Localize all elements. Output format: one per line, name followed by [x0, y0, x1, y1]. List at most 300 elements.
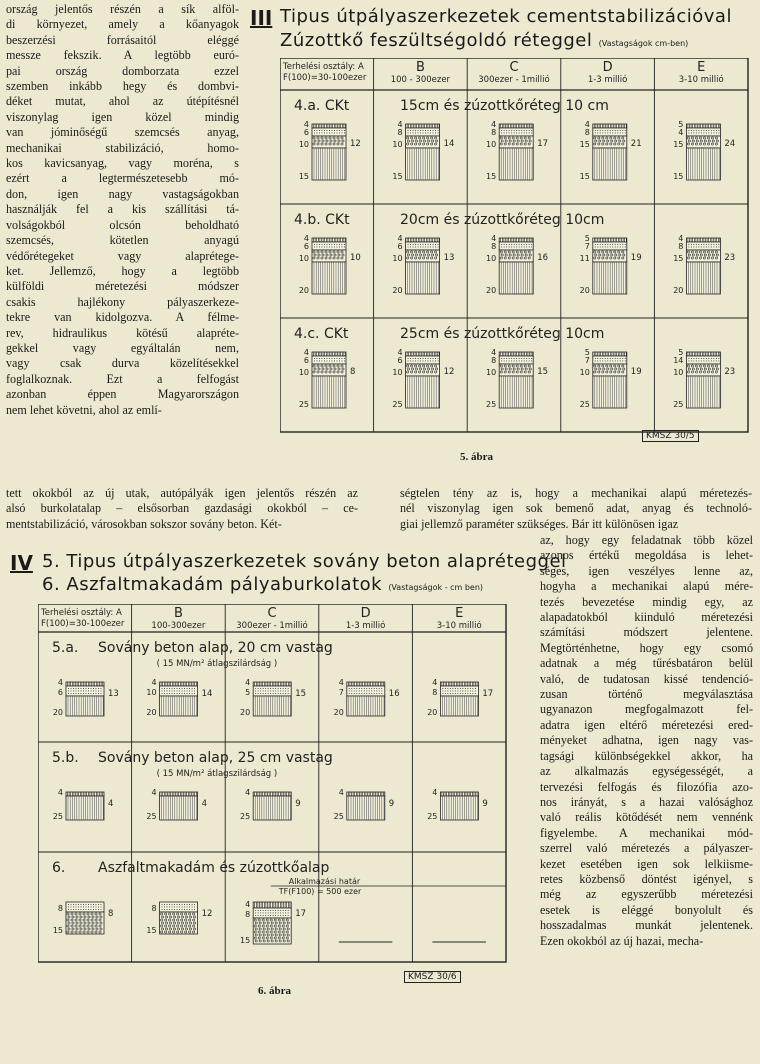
layer-dot: [452, 693, 453, 694]
layer-dot: [73, 904, 74, 905]
cell-equivalent: 4: [108, 799, 114, 809]
wide-text-left: [6, 486, 358, 532]
cell-equivalent: 14: [201, 689, 213, 699]
layer-dot: [344, 361, 345, 362]
layer-dot: [501, 358, 502, 359]
left-column-line: használják fel a kis szállítási tá-: [6, 202, 239, 217]
layer-dot: [701, 244, 702, 245]
layer-thickness: 25: [240, 812, 251, 821]
limit-value: TF(F100) = 500 ezer: [278, 887, 362, 896]
layer-dot: [600, 244, 601, 245]
layer-dot: [415, 358, 416, 359]
layer-dot: [83, 909, 84, 910]
layer-dot: [329, 361, 330, 362]
layer-dot: [179, 693, 180, 694]
cell-equivalent: 16: [388, 689, 400, 699]
layer-dot: [322, 244, 323, 245]
layer-dot: [366, 688, 367, 689]
layer-dot: [519, 130, 520, 131]
layer-dot: [688, 247, 689, 248]
layer-dot: [359, 688, 360, 689]
layer-dot: [322, 130, 323, 131]
layer-dot: [711, 361, 712, 362]
layer-dots: [499, 128, 533, 136]
layer-dot: [342, 361, 343, 362]
layer-dot: [696, 361, 697, 362]
cell-equivalent: 13: [443, 253, 455, 263]
layer-dot: [718, 247, 719, 248]
header-col-range: 3-10 millió: [436, 621, 482, 631]
layer-dot: [374, 693, 375, 694]
left-column-line: viszonylag igen közel mindig: [6, 109, 239, 124]
layer-dot: [423, 358, 424, 359]
layer-dot: [713, 247, 714, 248]
layer-dot: [314, 244, 315, 245]
right-column-line: retes közbenső döntést igényel, s: [540, 871, 753, 886]
layer-dot: [691, 361, 692, 362]
layer-dot: [260, 915, 261, 916]
layer-dot: [98, 909, 99, 910]
layer-dot: [189, 693, 190, 694]
layer-dot: [509, 133, 510, 134]
layer-dot: [314, 361, 315, 362]
layer-dot: [334, 247, 335, 248]
layer-thickness: 25: [486, 400, 497, 409]
layer-vert: [686, 376, 720, 408]
layer-dot: [716, 358, 717, 359]
layer-dot: [688, 130, 689, 131]
layer-dot: [622, 133, 623, 134]
figure6-code: KMSZ 30/6: [404, 971, 461, 983]
layer-dot: [68, 909, 69, 910]
layer-dot: [162, 904, 163, 905]
layer-dot: [285, 910, 286, 911]
layer-dot: [420, 130, 421, 131]
layer-dot: [324, 130, 325, 131]
layer-dot: [283, 691, 284, 692]
layer-dot: [504, 247, 505, 248]
layer-dot: [519, 358, 520, 359]
layer-dot: [428, 130, 429, 131]
layer-thickness: 10: [298, 254, 309, 263]
layer-thickness: 4: [432, 788, 438, 797]
layer-dot: [691, 247, 692, 248]
layer-dot: [381, 688, 382, 689]
layer-thickness: 8: [491, 242, 497, 251]
layer-dot: [71, 909, 72, 910]
layer-dot: [179, 688, 180, 689]
layer-dot: [314, 130, 315, 131]
layer-vert: [347, 796, 385, 820]
layer-dot: [691, 244, 692, 245]
header-load-class: Terhelési osztály: A: [283, 62, 364, 72]
layer-dot: [462, 691, 463, 692]
layer-dot: [447, 688, 448, 689]
layer-dot: [415, 244, 416, 245]
layer-dot: [713, 244, 714, 245]
layer-dot: [420, 361, 421, 362]
layer-dot: [501, 247, 502, 248]
layer-dots: [686, 356, 720, 364]
right-column-line: zusan történő megválasztása: [540, 687, 753, 702]
layer-dot: [716, 244, 717, 245]
layer-dot: [708, 361, 709, 362]
layer-thickness: 20: [146, 708, 157, 717]
left-column-line: van jóminőségű szemcsés anyag,: [6, 125, 239, 140]
layer-dot: [361, 693, 362, 694]
layer-dot: [600, 358, 601, 359]
layer-dot: [174, 907, 175, 908]
layer-dot: [595, 361, 596, 362]
layer-dots: [593, 242, 627, 250]
layer-dots: [406, 242, 440, 250]
layer-dot: [504, 358, 505, 359]
layer-thickness: 4: [491, 120, 497, 129]
layer-dot: [260, 688, 261, 689]
layer-dots: [686, 242, 720, 250]
layer-dot: [696, 244, 697, 245]
layer-dot: [462, 688, 463, 689]
layer-dot: [349, 693, 350, 694]
layer-dot: [698, 244, 699, 245]
layer-dot: [425, 244, 426, 245]
row-label: 4.a. CKt: [294, 98, 350, 114]
layer-dot: [610, 247, 611, 248]
layer-vert: [499, 376, 533, 408]
layer-dot: [327, 244, 328, 245]
layer-dot: [460, 688, 461, 689]
layer-vert: [440, 696, 478, 716]
layer-dot: [255, 910, 256, 911]
layer-thickness: 4: [303, 348, 309, 357]
layer-dot: [319, 361, 320, 362]
layer-dot: [285, 693, 286, 694]
layer-dot: [415, 361, 416, 362]
layer-dot: [457, 691, 458, 692]
right-column-line: szerrel való méretezés a pályaszer-: [540, 841, 753, 856]
layer-dot: [324, 244, 325, 245]
wide-right-line: ségtelen tény az is, hogy a mechanikai alapú méretezés-: [400, 486, 752, 500]
layer-vert: [593, 148, 627, 180]
layer-dot: [374, 691, 375, 692]
layer-dot: [354, 688, 355, 689]
layer-thickness: 20: [52, 708, 63, 717]
layer-dot: [263, 915, 264, 916]
layer-dot: [617, 133, 618, 134]
layer-dot: [356, 691, 357, 692]
layer-dot: [526, 130, 527, 131]
header-load-class: Terhelési osztály: A: [41, 608, 122, 618]
layer-dot: [718, 358, 719, 359]
layer-dot: [327, 130, 328, 131]
layer-dot: [68, 691, 69, 692]
layer-dot: [381, 691, 382, 692]
layer-thickness: 15: [673, 254, 684, 263]
layer-dot: [509, 358, 510, 359]
layer-dot: [531, 358, 532, 359]
layer-thickness: 15: [673, 172, 684, 181]
layer-dot: [88, 907, 89, 908]
layer-vert: [253, 696, 291, 716]
layer-dot: [91, 909, 92, 910]
layer-dot: [617, 247, 618, 248]
layer-dot: [285, 691, 286, 692]
layer-dot: [275, 910, 276, 911]
layer-dot: [169, 904, 170, 905]
layer-dot: [602, 133, 603, 134]
layer-dot: [438, 358, 439, 359]
figure5-roman: III: [250, 6, 273, 30]
layer-dot: [447, 693, 448, 694]
layer-dot: [283, 910, 284, 911]
layer-dot: [177, 693, 178, 694]
layer-thickness: 6: [397, 242, 403, 251]
layer-dot: [465, 691, 466, 692]
left-column-line: gekkel vagy egyáltalán nem,: [6, 340, 239, 355]
layer-dot: [430, 133, 431, 134]
layer-dot: [423, 130, 424, 131]
layer-dot: [688, 133, 689, 134]
right-column-line: még az egyszerűbb méretezési: [540, 887, 753, 902]
layer-dot: [184, 688, 185, 689]
layer-dot: [172, 909, 173, 910]
layer-dot: [516, 244, 517, 245]
layer-thickness: 15: [240, 936, 251, 945]
layer-dot: [268, 915, 269, 916]
wide-right-line: giai jellemző paraméter szükséges. Bár itt különösen igaz: [400, 516, 679, 531]
layer-dot: [189, 904, 190, 905]
layer-dot: [615, 361, 616, 362]
layer-dot: [511, 244, 512, 245]
layer-dot: [622, 358, 623, 359]
layer-dot: [91, 691, 92, 692]
layer-dot: [475, 693, 476, 694]
layer-dot: [612, 133, 613, 134]
layer-dot: [376, 693, 377, 694]
layer-dot: [268, 913, 269, 914]
layer-thickness: 15: [673, 140, 684, 149]
layer-dot: [288, 915, 289, 916]
layer-dot: [260, 913, 261, 914]
layer-dot: [96, 907, 97, 908]
layer-dot: [696, 358, 697, 359]
layer-dot: [610, 358, 611, 359]
layer-dot: [162, 693, 163, 694]
layer-dot: [283, 913, 284, 914]
left-column-line: ezért a legtermészetesebb mó-: [6, 171, 239, 186]
layer-thickness: 4: [151, 678, 157, 687]
layer-dot: [438, 133, 439, 134]
layer-dot: [462, 693, 463, 694]
layer-dot: [703, 361, 704, 362]
layer-dot: [610, 244, 611, 245]
layer-dot: [366, 691, 367, 692]
layer-dots: [406, 128, 440, 136]
layer-dot: [708, 133, 709, 134]
layer-dot: [620, 130, 621, 131]
layer-dot: [408, 244, 409, 245]
layer-dot: [263, 691, 264, 692]
wide-left-line: mentstabilizáció, városokban sokszor sovány beton. Két-: [6, 516, 282, 531]
layer-dot: [425, 130, 426, 131]
layer-thickness: 7: [584, 242, 590, 251]
layer-dot: [283, 688, 284, 689]
layer-dot: [366, 693, 367, 694]
layer-dot: [76, 688, 77, 689]
left-column-line: csakis hajlékony pályaszerkeze-: [6, 294, 239, 309]
layer-dot: [504, 244, 505, 245]
layer-dot: [691, 133, 692, 134]
layer-dot: [73, 691, 74, 692]
layer-dot: [701, 130, 702, 131]
layer-dot: [511, 130, 512, 131]
layer-dot: [270, 913, 271, 914]
right-column-line: számítási módszert jelentene.: [540, 625, 753, 640]
figure6-title-note: (Vastagságok - cm ben): [388, 583, 484, 592]
layer-dot: [418, 358, 419, 359]
layer-dot: [711, 247, 712, 248]
layer-thickness: 4: [303, 234, 309, 243]
layer-dot: [706, 133, 707, 134]
layer-dot: [435, 133, 436, 134]
layer-dot: [460, 693, 461, 694]
layer-dot: [470, 688, 471, 689]
layer-dot: [329, 244, 330, 245]
layer-dot: [78, 909, 79, 910]
layer-dot: [516, 130, 517, 131]
layer-dot: [194, 693, 195, 694]
layer-dot: [597, 247, 598, 248]
layer-dot: [430, 358, 431, 359]
layer-thickness: 15: [298, 172, 309, 181]
layer-dot: [270, 693, 271, 694]
layer-dot: [369, 691, 370, 692]
layer-vert: [593, 262, 627, 294]
layer-dot: [275, 915, 276, 916]
layer-thickness: 4: [245, 788, 251, 797]
layer-dot: [319, 133, 320, 134]
layer-dot: [344, 133, 345, 134]
layer-dot: [189, 907, 190, 908]
layer-dot: [472, 691, 473, 692]
layer-dot: [342, 358, 343, 359]
cell-equivalent: 15: [295, 689, 307, 699]
layer-dot: [76, 907, 77, 908]
right-column-line: hogyha a mechanikai alapú mére-: [540, 579, 753, 594]
layer-dot: [516, 247, 517, 248]
layer-dot: [71, 693, 72, 694]
layer-dot: [625, 358, 626, 359]
layer-dot: [317, 358, 318, 359]
layer-dot: [187, 907, 188, 908]
row-label: 5.b.: [52, 750, 79, 766]
layer-dot: [288, 913, 289, 914]
layer-dot: [625, 244, 626, 245]
right-column-line: tezés bevezetése mindig egy, az: [540, 594, 753, 609]
layer-dot: [101, 904, 102, 905]
layer-dot: [174, 688, 175, 689]
layer-dot: [162, 909, 163, 910]
layer-dot: [260, 910, 261, 911]
layer-dot: [288, 693, 289, 694]
layer-dot: [620, 358, 621, 359]
layer-dot: [342, 133, 343, 134]
layer-dot: [179, 904, 180, 905]
layer-dot: [420, 247, 421, 248]
layer-dot: [184, 907, 185, 908]
layer-thickness: 20: [673, 286, 684, 295]
layer-dot: [501, 244, 502, 245]
layer-dot: [703, 358, 704, 359]
layer-dot: [597, 361, 598, 362]
header-col-letter: D: [602, 60, 613, 75]
layer-dot: [81, 688, 82, 689]
layer-dot: [602, 247, 603, 248]
layer-dot: [602, 358, 603, 359]
layer-dot: [167, 691, 168, 692]
layer-dot: [435, 130, 436, 131]
layer-thickness: 10: [486, 368, 497, 377]
layer-dot: [334, 244, 335, 245]
layer-dot: [255, 693, 256, 694]
layer-dot: [526, 244, 527, 245]
layer-dot: [597, 130, 598, 131]
layer-dot: [275, 688, 276, 689]
layer-vert: [312, 262, 346, 294]
layer-dot: [408, 133, 409, 134]
layer-dot: [605, 247, 606, 248]
layer-dot: [455, 691, 456, 692]
layer-dot: [280, 915, 281, 916]
layer-dot: [169, 693, 170, 694]
layer-dot: [506, 358, 507, 359]
layer-thickness: 20: [240, 708, 251, 717]
layer-dot: [371, 691, 372, 692]
layer-dot: [270, 915, 271, 916]
layer-dot: [344, 130, 345, 131]
layer-thickness: 4: [397, 120, 403, 129]
layer-dot: [98, 907, 99, 908]
layer-dot: [610, 361, 611, 362]
layer-dot: [698, 133, 699, 134]
layer-dot: [184, 691, 185, 692]
layer-dot: [438, 130, 439, 131]
layer-dot: [514, 244, 515, 245]
layer-dot: [317, 130, 318, 131]
layer-vert: [312, 148, 346, 180]
header-col-letter: C: [509, 60, 519, 75]
cell-equivalent: 23: [724, 367, 736, 377]
layer-dot: [597, 133, 598, 134]
layer-dot: [337, 361, 338, 362]
layer-vert: [593, 376, 627, 408]
layer-vert: [499, 148, 533, 180]
layer-dots: [499, 356, 533, 364]
layer-dot: [81, 691, 82, 692]
layer-dot: [607, 133, 608, 134]
header-col-range: 300ezer - 1millió: [236, 621, 308, 631]
layer-dot: [268, 910, 269, 911]
layer-dot: [435, 247, 436, 248]
layer-dot: [283, 693, 284, 694]
figure5-title-2: Zúzottkő feszültségoldó réteggel (Vastagságok cm-ben): [280, 30, 689, 51]
layer-dot: [706, 361, 707, 362]
layer-dot: [164, 691, 165, 692]
layer-dot: [334, 358, 335, 359]
layer-dot: [408, 247, 409, 248]
layer-thickness: 10: [392, 140, 403, 149]
layer-dot: [698, 358, 699, 359]
